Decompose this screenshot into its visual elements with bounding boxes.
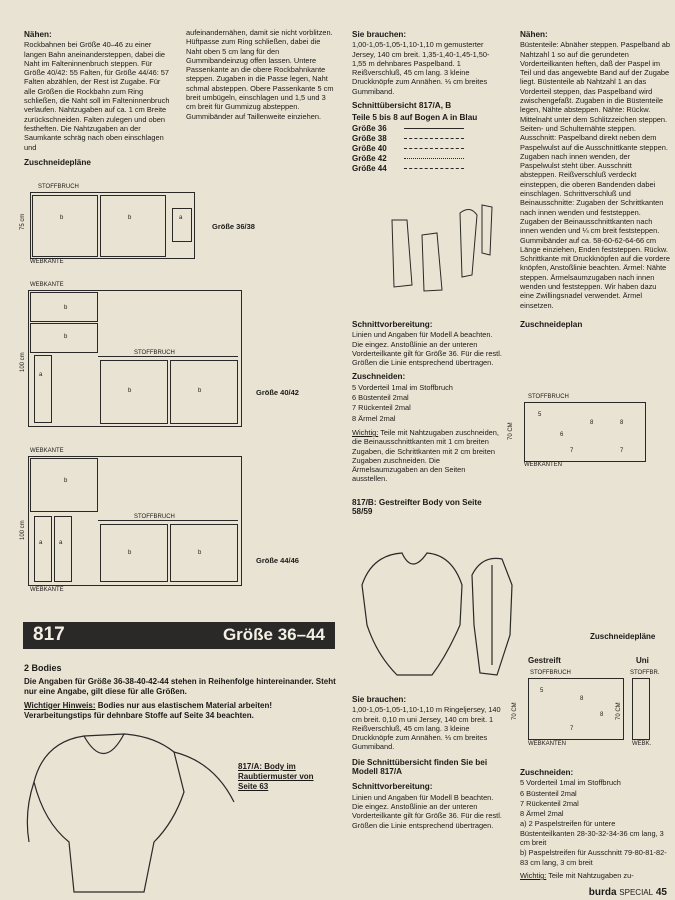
cut-item: 7 Rückenteil 2mal bbox=[520, 798, 579, 808]
sewing-text-continued: aufeinandernähen, damit sie nicht vorblitzen. Hüftpasse zum Ring schließen, dabei die Naht oben 5 cm lang für den Gummibandeinzug offen lassen. Untere Passenkante an die obere Rockbahnkante steppen. Zugaben in die Passe legen, Naht schmal absteppen. Obere Passenkante 5 cm breit umbügeln, einschlagen und 1,5 und 3 cm breit für Gummizug absteppen. Gummibänder auf Taillenweite einziehen. bbox=[186, 28, 334, 121]
size-36: Größe 36 bbox=[352, 123, 387, 133]
prep-text-b: Linien und Angaben für Modell B beachten. Die eingez. Anstoßlinie an der unteren Vorderteilkante gilt für Größe 36. Für die restl. Größen die Linie entsprechend übertragen. bbox=[352, 792, 502, 830]
piece-label: b bbox=[128, 215, 132, 221]
piece-b bbox=[100, 195, 166, 257]
size-42: Größe 42 bbox=[352, 153, 387, 163]
size-legend bbox=[352, 124, 502, 174]
page-footer bbox=[589, 887, 667, 898]
piece-7-shape bbox=[460, 209, 477, 277]
legend-line bbox=[404, 158, 464, 159]
fold-label: STOFFBRUCH bbox=[530, 670, 571, 676]
piece-label: 8 bbox=[580, 696, 584, 702]
sewing-heading: Nähen: bbox=[24, 30, 52, 39]
piece-label: b bbox=[128, 550, 132, 556]
caption-a bbox=[238, 762, 328, 792]
fabric-outline bbox=[524, 402, 646, 462]
sewing-text: Rockbahnen bei Größe 40–46 zu einer langen Bahn aneinandersteppen, dabei die Naht im Falteninnenbruch steppen. Für Größe 40/42: 55 Falten, für Größe 44/46: 57 Falten abzählen, der Rest ist Zugabe. Für alle Größen die Rockbahn zum Ring schließen, die Naht soll im Falteninnenbruch verlaufen. Nahtzugaben auf ca. 1 cm Breite zurückschneiden. Falten zulegen und oben festheften. Die Nahtzugaben an der Saumkante schräg nach oben einschlagen und bbox=[24, 40, 170, 152]
body-front-shape bbox=[34, 734, 184, 892]
width-label: 75 cm bbox=[20, 213, 26, 230]
model-intro bbox=[24, 660, 339, 722]
piece-label: b bbox=[128, 388, 132, 394]
prep-heading: Schnittvorbereitung: bbox=[352, 320, 433, 329]
column-3 bbox=[352, 28, 502, 174]
fabric-outline bbox=[632, 678, 650, 740]
piece-label: 7 bbox=[620, 448, 624, 454]
warning-label: Wichtiger Hinweis: bbox=[24, 701, 96, 710]
plans-heading-wrap bbox=[590, 632, 655, 641]
body-a-illustration bbox=[24, 722, 239, 900]
piece-b bbox=[32, 195, 98, 257]
brand: burda bbox=[588, 887, 617, 898]
body-b-illustration bbox=[352, 545, 522, 685]
piece-a bbox=[34, 516, 52, 582]
piece-label: b bbox=[64, 478, 68, 484]
fold-label: STOFFBR. bbox=[630, 670, 660, 676]
striped-label: Gestreift bbox=[528, 656, 561, 665]
cut-item: 8 Ärmel 2mal bbox=[520, 809, 564, 819]
size-38: Größe 38 bbox=[352, 133, 387, 143]
sleeve-left bbox=[27, 782, 34, 842]
sheet-heading: Teile 5 bis 8 auf Bogen A in Blau bbox=[352, 113, 478, 123]
selvage-label: WEBKANTE bbox=[30, 587, 64, 593]
size-label: Größe 44/46 bbox=[256, 556, 299, 565]
column-1 bbox=[24, 28, 172, 168]
legend-line bbox=[404, 128, 464, 129]
sewing-heading-4: Nähen: bbox=[520, 30, 548, 39]
piece-label: b bbox=[198, 388, 202, 394]
piece-b bbox=[170, 360, 238, 424]
important-text-4: Teile mit Nahtzugaben zu- bbox=[548, 870, 634, 880]
model-sizes: Größe 36–44 bbox=[222, 625, 325, 644]
layouts-heading: Zuschneidepläne bbox=[24, 157, 91, 167]
piece-6-shape bbox=[422, 233, 442, 291]
piece-label: 8 bbox=[620, 420, 624, 426]
overview-b: Die Schnittübersicht finden Sie bei Modell 817/A bbox=[352, 757, 488, 777]
size-40: Größe 40 bbox=[352, 143, 387, 153]
page-number: 45 bbox=[655, 887, 667, 898]
width-label: 70 CM bbox=[616, 702, 622, 720]
fold-label: STOFFBRUCH bbox=[134, 350, 175, 356]
model-b-heading: 817/B: Gestreifter Body von Seite 58/59 bbox=[352, 497, 482, 517]
cut-item: 5 Vorderteil 1mal im Stoffbruch bbox=[520, 778, 621, 788]
width-label: 100 cm bbox=[20, 520, 26, 540]
width-label: 70 CM bbox=[508, 422, 514, 440]
selvage-label: WEBKANTE bbox=[30, 448, 64, 454]
column-4-lower bbox=[520, 766, 670, 881]
needs-heading-b: Sie brauchen: bbox=[352, 695, 407, 704]
overview-heading: Schnittübersicht 817/A, B bbox=[352, 101, 452, 111]
piece-label: a bbox=[179, 215, 183, 221]
piece-a bbox=[34, 355, 52, 423]
column-3-b bbox=[352, 693, 502, 831]
size-44: Größe 44 bbox=[352, 163, 387, 173]
size-label: Größe 36/38 bbox=[212, 222, 255, 231]
piece-label: a bbox=[39, 540, 43, 546]
cut-item: 6 Büstenteil 2mal bbox=[352, 393, 409, 403]
piece-b bbox=[100, 360, 168, 424]
warning-text: Bodies nur aus elastischem Material arbeiten! Verarbeitungstips für dehnbare Stoffe auf Seite 34 beachten. bbox=[24, 701, 273, 720]
piece-label: b bbox=[64, 305, 68, 311]
piece-label: 7 bbox=[570, 726, 574, 732]
brand-special: SPECIAL bbox=[619, 888, 654, 897]
piece-label: b bbox=[198, 550, 202, 556]
legend-line bbox=[404, 168, 464, 169]
piece-b bbox=[30, 458, 98, 512]
column-4 bbox=[520, 28, 670, 330]
needs-heading: Sie brauchen: bbox=[352, 30, 407, 39]
needs-text: 1,00-1,05-1,05-1,10-1,10 m gemusterter Jersey, 140 cm breit. 1,35-1,40-1,45-1,50-1,55 m dehnbares Paspelband. 1 Reißverschluß, 45 cm lang. 3 kleine Druckknöpfe zum Annähen. ⅓ cm breites Gummiband. bbox=[352, 40, 490, 96]
fold-label: STOFFBRUCH bbox=[528, 394, 569, 400]
selvage-label: WEBKANTE bbox=[30, 282, 64, 288]
important-label-4: Wichtig: bbox=[520, 870, 547, 880]
column-3-lower bbox=[352, 318, 502, 517]
plans-heading: Zuschneidepläne bbox=[590, 632, 656, 641]
model-title: 2 Bodies bbox=[24, 663, 62, 673]
important-label: Wichtig: bbox=[352, 427, 379, 437]
piece-label: b bbox=[64, 334, 68, 340]
cut-item: 5 Vorderteil 1mal im Stoffbruch bbox=[352, 382, 453, 392]
piece-b bbox=[100, 524, 168, 582]
cut-item: 6 Büstenteil 2mal bbox=[520, 788, 577, 798]
fold-label: STOFFBRUCH bbox=[134, 514, 175, 520]
fold-label: STOFFBRUCH bbox=[38, 184, 79, 190]
width-label: 100 cm bbox=[20, 352, 26, 372]
important-text: Teile mit Nahtzugaben zuschneiden, die Beinausschnittkanten mit 1 cm breiten Zugaben, die Schrittkanten mit 2 cm breiten Zugaben zuschneiden. Die Ärmelsaumzugaben an den Seiten ausstellen. bbox=[352, 427, 499, 484]
column-2 bbox=[186, 28, 334, 122]
cut-heading: Zuschneiden: bbox=[352, 372, 406, 382]
piece-a bbox=[172, 208, 192, 242]
prep-heading-b: Schnittvorbereitung: bbox=[352, 782, 433, 792]
width-label: 70 CM bbox=[512, 702, 518, 720]
piece-5-shape bbox=[392, 220, 412, 287]
piece-b bbox=[170, 524, 238, 582]
legend-line bbox=[404, 138, 464, 139]
cut-item: 8 Ärmel 2mal bbox=[352, 413, 396, 423]
body-b-front bbox=[362, 553, 462, 675]
piece-a bbox=[54, 516, 72, 582]
size-label: Größe 40/42 bbox=[256, 388, 299, 397]
cut-heading-4: Zuschneiden: bbox=[520, 768, 574, 777]
piece-label: a bbox=[59, 540, 63, 546]
piece-label: 6 bbox=[560, 432, 564, 438]
neckline bbox=[84, 734, 124, 754]
sewing-text-4: Büstenteile: Abnäher steppen. Paspelband ab Nahtzahl 1 so auf die gerundeten Vorderteilkanten heften, daß der Paspel im Teil und das angewebte Band auf der Zugabe liegt. Büstenteile ab Nahtzahl 1 an das Vorderteil steppen, das Paspelband wird zwischengefaßt. Zugaben in die Büstenteile legen, Nähte absteppen. Nähte: Rückw. Mittelnaht unter dem Schlitzzeichen steppen. Seiten- und Schulternähte steppen. Ausschnitt: Paspelband direkt neben dem Paspelwulst auf die Ausschnittkante steppen. Zugaben nach innen wenden, der Paspelwulst steht über. Ausschnitt absteppen. Reißverschluß verdeckt einsteppen, die oberen Bandenden dabei einschlagen. Schrittverschluß und Beinausschnitte: Zugaben der Schrittkanten nach innen wenden und feststeppen. Zugaben der Beinausschnittkanten nach innen wenden und ¼ cm breit feststeppen. Gummibänder auf ca. 58-60-62-64-66 cm Länge einziehen, Enden feststeppen. Rückw. Schrittkante mit Druckknöpfen auf die vordere knöpfen, Anstoßlinie beachten. Ärmel: Nähte steppen. Ärmelsaumzugaben nach innen wenden und feststeppen. Wir haben dazu eine Zwillingsnadel verwendet. Ärmel einsetzen. bbox=[520, 40, 670, 310]
cut-extra: b) Paspelstreifen für Ausschnitt 79-80-81-82-83 cm lang, 3 cm breit bbox=[520, 848, 667, 867]
piece-label: 5 bbox=[540, 688, 544, 694]
cut-item: 7 Rückenteil 2mal bbox=[352, 403, 411, 413]
model-number: 817 bbox=[33, 624, 65, 645]
cut-extra: a) 2 Paspelstreifen für untere Büstenteilkanten 28-30-32-34-36 cm lang, 3 cm breit bbox=[520, 819, 664, 848]
selvage-label: WEBKANTEN bbox=[524, 462, 563, 468]
model-banner bbox=[23, 622, 335, 649]
pattern-overview-sketch bbox=[352, 195, 502, 305]
needs-text-b: 1,00-1,05-1,05-1,10-1,10 m Ringeljersey, 140 cm breit. 0,10 m uni Jersey, 140 cm breit. 1 Reißverschluß, 45 cm lang. 3 kleine Druckknöpfe zum Annähen. ⅓ cm breites Gummiband. bbox=[352, 705, 501, 752]
piece-label: 8 bbox=[590, 420, 594, 426]
piece-label: b bbox=[60, 215, 64, 221]
selvage-label: WEBKANTE bbox=[30, 259, 64, 265]
plain-label: Uni bbox=[636, 656, 649, 665]
selvage-label: WEBK. bbox=[632, 741, 652, 747]
size-note: Die Angaben für Größe 36-38-40-42-44 stehen in Reihenfolge hintereinander. Steht nur eine Angabe, gilt diese für alle Größen. bbox=[24, 677, 336, 696]
caption-a-text: 817/A: Body im Raubtiermuster von Seite 63 bbox=[238, 762, 314, 791]
legend-line bbox=[404, 148, 464, 149]
piece-label: 5 bbox=[538, 412, 542, 418]
piece-label: 8 bbox=[600, 712, 604, 718]
prep-text: Linien und Angaben für Modell A beachten. Die eingez. Anstoßlinie an der unteren Vorderteilkante gilt für Größe 36. Für die restl. Größen die Linie entsprechend übertragen. bbox=[352, 330, 502, 368]
piece-label: a bbox=[39, 372, 43, 378]
selvage-label: WEBKANTEN bbox=[528, 741, 567, 747]
plan-heading: Zuschneideplan bbox=[520, 319, 583, 329]
piece-8-shape bbox=[482, 205, 492, 255]
piece-label: 7 bbox=[570, 448, 574, 454]
